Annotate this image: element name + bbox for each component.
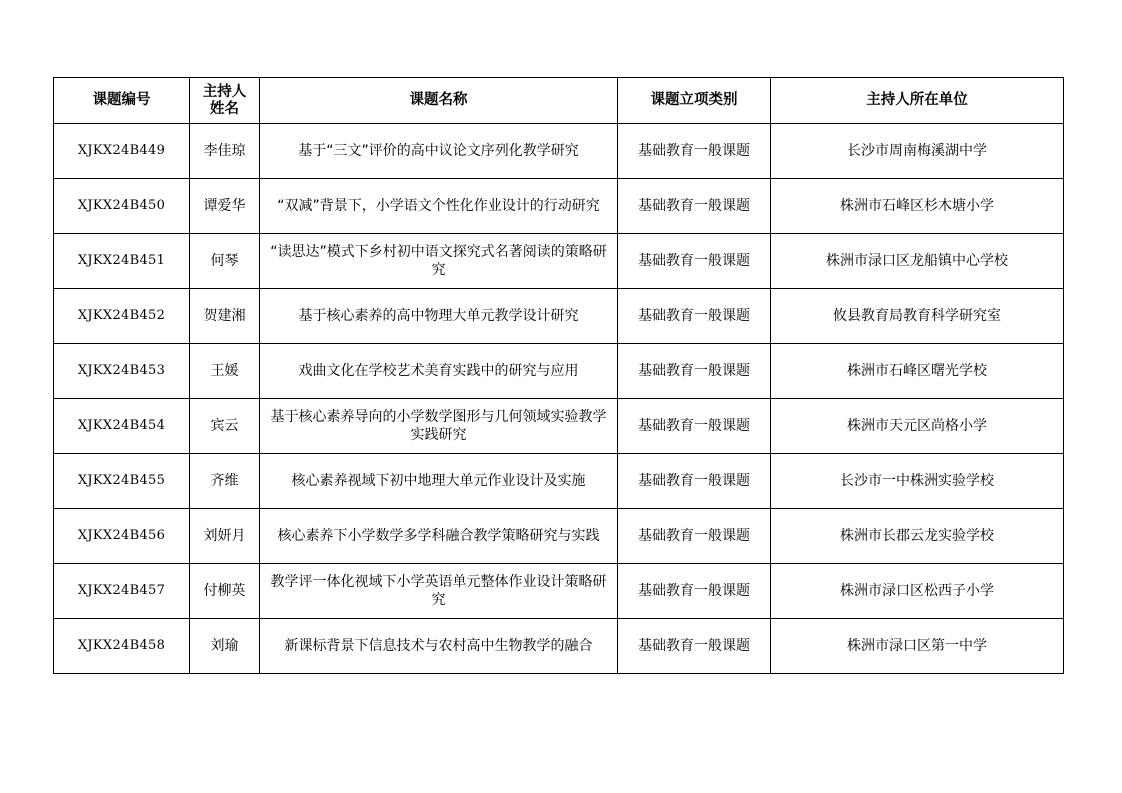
cell-project-category: 基础教育一般课题 [618, 289, 771, 344]
cell-project-id: XJKX24B458 [54, 619, 190, 674]
cell-project-category: 基础教育一般课题 [618, 564, 771, 619]
cell-host-name: 齐维 [190, 454, 260, 509]
cell-project-category: 基础教育一般课题 [618, 344, 771, 399]
cell-project-category: 基础教育一般课题 [618, 399, 771, 454]
cell-project-id: XJKX24B452 [54, 289, 190, 344]
table-row [54, 289, 1064, 344]
cell-project-id: XJKX24B449 [54, 124, 190, 179]
cell-project-category: 基础教育一般课题 [618, 454, 771, 509]
cell-host-unit: 株洲市渌口区松西子小学 [771, 564, 1064, 619]
cell-project-id: XJKX24B450 [54, 179, 190, 234]
header-host-unit: 主持人所在单位 [771, 78, 1064, 124]
cell-project-category: 基础教育一般课题 [618, 234, 771, 289]
table-row [54, 399, 1064, 454]
table-row [54, 234, 1064, 289]
table-row [54, 564, 1064, 619]
cell-host-unit: 株洲市渌口区第一中学 [771, 619, 1064, 674]
cell-project-category: 基础教育一般课题 [618, 179, 771, 234]
cell-host-name: 宾云 [190, 399, 260, 454]
cell-project-title: “读思达”模式下乡村初中语文探究式名著阅读的策略研究 [260, 234, 618, 289]
table-row [54, 124, 1064, 179]
cell-host-name: 何琴 [190, 234, 260, 289]
table-row [54, 454, 1064, 509]
cell-project-id: XJKX24B455 [54, 454, 190, 509]
header-row [54, 78, 1064, 124]
table-row [54, 179, 1064, 234]
cell-host-name: 刘妍月 [190, 509, 260, 564]
cell-project-title: “双减”背景下，小学语文个性化作业设计的行动研究 [260, 179, 618, 234]
cell-project-title: 教学评一体化视域下小学英语单元整体作业设计策略研究 [260, 564, 618, 619]
table-row [54, 619, 1064, 674]
table-body [54, 124, 1064, 674]
cell-host-name: 付柳英 [190, 564, 260, 619]
cell-host-unit: 株洲市天元区尚格小学 [771, 399, 1064, 454]
cell-host-unit: 株洲市长郡云龙实验学校 [771, 509, 1064, 564]
cell-project-title: 核心素养下小学数学多学科融合教学策略研究与实践 [260, 509, 618, 564]
cell-project-id: XJKX24B451 [54, 234, 190, 289]
header-project-title: 课题名称 [260, 78, 618, 124]
cell-project-title: 戏曲文化在学校艺术美育实践中的研究与应用 [260, 344, 618, 399]
header-project-category: 课题立项类别 [618, 78, 771, 124]
cell-project-id: XJKX24B454 [54, 399, 190, 454]
table-row [54, 344, 1064, 399]
cell-project-title: 基于“三文”评价的高中议论文序列化教学研究 [260, 124, 618, 179]
cell-project-category: 基础教育一般课题 [618, 124, 771, 179]
cell-host-unit: 长沙市一中株洲实验学校 [771, 454, 1064, 509]
cell-host-name: 谭爱华 [190, 179, 260, 234]
cell-project-category: 基础教育一般课题 [618, 509, 771, 564]
cell-host-unit: 攸县教育局教育科学研究室 [771, 289, 1064, 344]
cell-project-title: 基于核心素养的高中物理大单元教学设计研究 [260, 289, 618, 344]
project-table [53, 77, 1064, 674]
cell-project-category: 基础教育一般课题 [618, 619, 771, 674]
cell-host-unit: 株洲市石峰区杉木塘小学 [771, 179, 1064, 234]
cell-project-id: XJKX24B456 [54, 509, 190, 564]
cell-project-title: 新课标背景下信息技术与农村高中生物教学的融合 [260, 619, 618, 674]
cell-project-id: XJKX24B453 [54, 344, 190, 399]
cell-host-name: 王媛 [190, 344, 260, 399]
cell-host-name: 贺建湘 [190, 289, 260, 344]
table-row [54, 509, 1064, 564]
header-project-id: 课题编号 [54, 78, 190, 124]
cell-host-unit: 株洲市石峰区曙光学校 [771, 344, 1064, 399]
table-header [54, 78, 1064, 124]
cell-project-title: 基于核心素养导向的小学数学图形与几何领域实验教学实践研究 [260, 399, 618, 454]
cell-project-id: XJKX24B457 [54, 564, 190, 619]
header-host-name: 主持人 姓名 [190, 78, 260, 124]
cell-host-unit: 株洲市渌口区龙船镇中心学校 [771, 234, 1064, 289]
cell-host-unit: 长沙市周南梅溪湖中学 [771, 124, 1064, 179]
cell-host-name: 刘瑜 [190, 619, 260, 674]
cell-host-name: 李佳琼 [190, 124, 260, 179]
cell-project-title: 核心素养视域下初中地理大单元作业设计及实施 [260, 454, 618, 509]
